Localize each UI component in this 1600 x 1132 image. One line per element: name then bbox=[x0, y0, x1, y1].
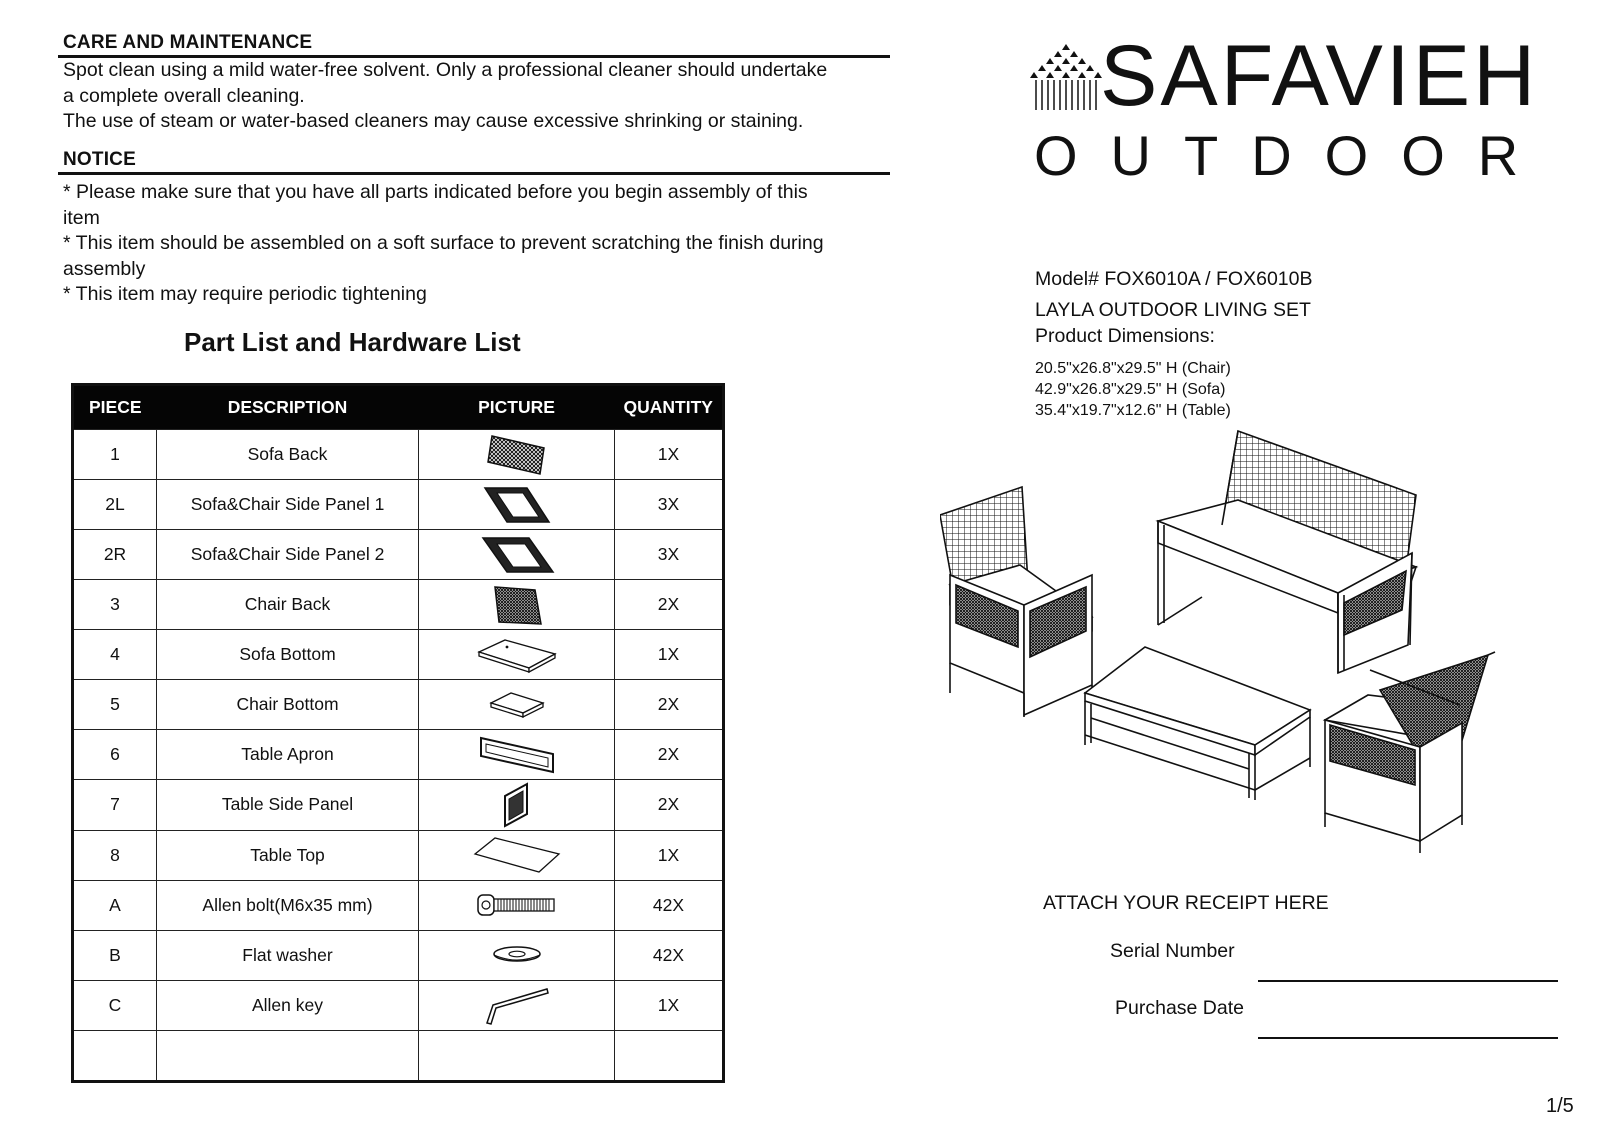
picture-cell bbox=[419, 480, 615, 530]
flat-washer-icon bbox=[491, 943, 543, 967]
quantity-cell: 1X bbox=[615, 980, 724, 1030]
care-line: Spot clean using a mild water-free solvent. Only a professional cleaner should undertake bbox=[63, 59, 828, 81]
notice-line: assembly bbox=[63, 257, 146, 280]
table-row bbox=[73, 430, 724, 480]
care-title: CARE AND MAINTENANCE bbox=[63, 32, 313, 53]
quantity-cell: 42X bbox=[615, 880, 724, 930]
model-number: Model# FOX6010A / FOX6010B bbox=[1035, 268, 1313, 290]
side-panel-2-icon bbox=[477, 534, 557, 576]
quantity-cell: 42X bbox=[615, 930, 724, 980]
piece-cell: 3 bbox=[73, 580, 157, 630]
quantity-cell: 2X bbox=[615, 730, 724, 780]
notice-text bbox=[63, 180, 824, 308]
quantity-cell: 2X bbox=[615, 580, 724, 630]
care-line: The use of steam or water-based cleaners may cause excessive shrinking or staining. bbox=[63, 110, 804, 132]
picture-cell bbox=[419, 830, 615, 880]
picture-cell bbox=[419, 580, 615, 630]
notice-line: item bbox=[63, 206, 100, 229]
table-row bbox=[73, 480, 724, 530]
piece-cell: 8 bbox=[73, 830, 157, 880]
notice-line: * Please make sure that you have all parts indicated before you begin assembly of this bbox=[63, 181, 808, 203]
piece-cell: 4 bbox=[73, 630, 157, 680]
quantity-cell: 1X bbox=[615, 830, 724, 880]
quantity-cell: 2X bbox=[615, 780, 724, 830]
description-cell: Table Top bbox=[157, 830, 419, 880]
table-header-row bbox=[73, 385, 724, 430]
picture-cell bbox=[419, 1030, 615, 1081]
page-number: 1/5 bbox=[1546, 1095, 1574, 1117]
piece-cell: B bbox=[73, 930, 157, 980]
purchase-date-field[interactable] bbox=[1258, 1037, 1558, 1039]
header-picture: PICTURE bbox=[419, 385, 615, 430]
sofa-back-icon bbox=[482, 434, 552, 476]
picture-cell bbox=[419, 630, 615, 680]
description-cell: Sofa Back bbox=[157, 430, 419, 480]
dimension-line: 20.5"x26.8"x29.5" H (Chair) bbox=[1035, 360, 1231, 377]
picture-cell bbox=[419, 930, 615, 980]
quantity-cell: 3X bbox=[615, 480, 724, 530]
picture-cell bbox=[419, 730, 615, 780]
description-cell bbox=[157, 1030, 419, 1081]
notice-title: NOTICE bbox=[63, 149, 136, 170]
notice-line: * This item should be assembled on a soft surface to prevent scratching the finish during bbox=[63, 232, 824, 254]
sofa-bottom-icon bbox=[475, 634, 559, 676]
care-text bbox=[63, 58, 827, 135]
table-row bbox=[73, 630, 724, 680]
description-cell: Sofa Bottom bbox=[157, 630, 419, 680]
table-row bbox=[73, 780, 724, 830]
quantity-cell: 2X bbox=[615, 680, 724, 730]
brand-subtitle: OUTDOOR bbox=[1034, 124, 1552, 187]
table-row bbox=[73, 1030, 724, 1081]
description-cell: Flat washer bbox=[157, 930, 419, 980]
piece-cell: 6 bbox=[73, 730, 157, 780]
picture-cell bbox=[419, 680, 615, 730]
header-piece: PIECE bbox=[73, 385, 157, 430]
header-quantity: QUANTITY bbox=[615, 385, 724, 430]
picture-cell bbox=[419, 880, 615, 930]
piece-cell: C bbox=[73, 980, 157, 1030]
table-apron-icon bbox=[477, 734, 557, 776]
piece-cell bbox=[73, 1030, 157, 1081]
description-cell: Allen key bbox=[157, 980, 419, 1030]
dimensions-list bbox=[1035, 358, 1231, 421]
table-row bbox=[73, 880, 724, 930]
picture-cell bbox=[419, 980, 615, 1030]
piece-cell: 7 bbox=[73, 780, 157, 830]
table-row bbox=[73, 730, 724, 780]
parts-table bbox=[71, 383, 725, 1083]
chair-back-icon bbox=[487, 584, 547, 626]
quantity-cell: 3X bbox=[615, 530, 724, 580]
quantity-cell: 1X bbox=[615, 630, 724, 680]
dimension-line: 35.4"x19.7"x12.6" H (Table) bbox=[1035, 402, 1231, 419]
allen-key-icon bbox=[481, 983, 553, 1027]
description-cell: Chair Bottom bbox=[157, 680, 419, 730]
picture-cell bbox=[419, 530, 615, 580]
allen-bolt-icon bbox=[476, 892, 558, 918]
description-cell: Table Side Panel bbox=[157, 780, 419, 830]
table-row bbox=[73, 830, 724, 880]
picture-cell bbox=[419, 430, 615, 480]
safavieh-logo-icon bbox=[1030, 42, 1102, 112]
table-row bbox=[73, 580, 724, 630]
receipt-title: ATTACH YOUR RECEIPT HERE bbox=[1043, 892, 1329, 914]
header-description: DESCRIPTION bbox=[157, 385, 419, 430]
description-cell: Sofa&Chair Side Panel 2 bbox=[157, 530, 419, 580]
side-panel-1-icon bbox=[479, 484, 555, 526]
serial-number-label: Serial Number bbox=[1110, 940, 1235, 962]
quantity-cell: 1X bbox=[615, 430, 724, 480]
divider bbox=[58, 172, 890, 175]
purchase-date-label: Purchase Date bbox=[1115, 997, 1244, 1019]
piece-cell: 1 bbox=[73, 430, 157, 480]
piece-cell: 2L bbox=[73, 480, 157, 530]
care-line: a complete overall cleaning. bbox=[63, 84, 305, 107]
table-row bbox=[73, 930, 724, 980]
table-side-panel-icon bbox=[497, 782, 537, 828]
product-name: LAYLA OUTDOOR LIVING SET bbox=[1035, 299, 1311, 321]
table-row bbox=[73, 980, 724, 1030]
chair-bottom-icon bbox=[487, 687, 547, 723]
parts-list-title: Part List and Hardware List bbox=[184, 327, 521, 357]
description-cell: Sofa&Chair Side Panel 1 bbox=[157, 480, 419, 530]
quantity-cell bbox=[615, 1030, 724, 1081]
table-row bbox=[73, 680, 724, 730]
table-top-icon bbox=[471, 834, 563, 876]
dimensions-label: Product Dimensions: bbox=[1035, 325, 1215, 347]
picture-cell bbox=[419, 780, 615, 830]
piece-cell: 5 bbox=[73, 680, 157, 730]
piece-cell: 2R bbox=[73, 530, 157, 580]
table-row bbox=[73, 530, 724, 580]
piece-cell: A bbox=[73, 880, 157, 930]
furniture-set-illustration bbox=[940, 425, 1530, 865]
notice-line: * This item may require periodic tightening bbox=[63, 283, 427, 305]
description-cell: Table Apron bbox=[157, 730, 419, 780]
description-cell: Chair Back bbox=[157, 580, 419, 630]
description-cell: Allen bolt(M6x35 mm) bbox=[157, 880, 419, 930]
dimension-line: 42.9"x26.8"x29.5" H (Sofa) bbox=[1035, 381, 1226, 398]
brand-name: SAFAVIEH bbox=[1100, 28, 1539, 124]
serial-number-field[interactable] bbox=[1258, 980, 1558, 982]
